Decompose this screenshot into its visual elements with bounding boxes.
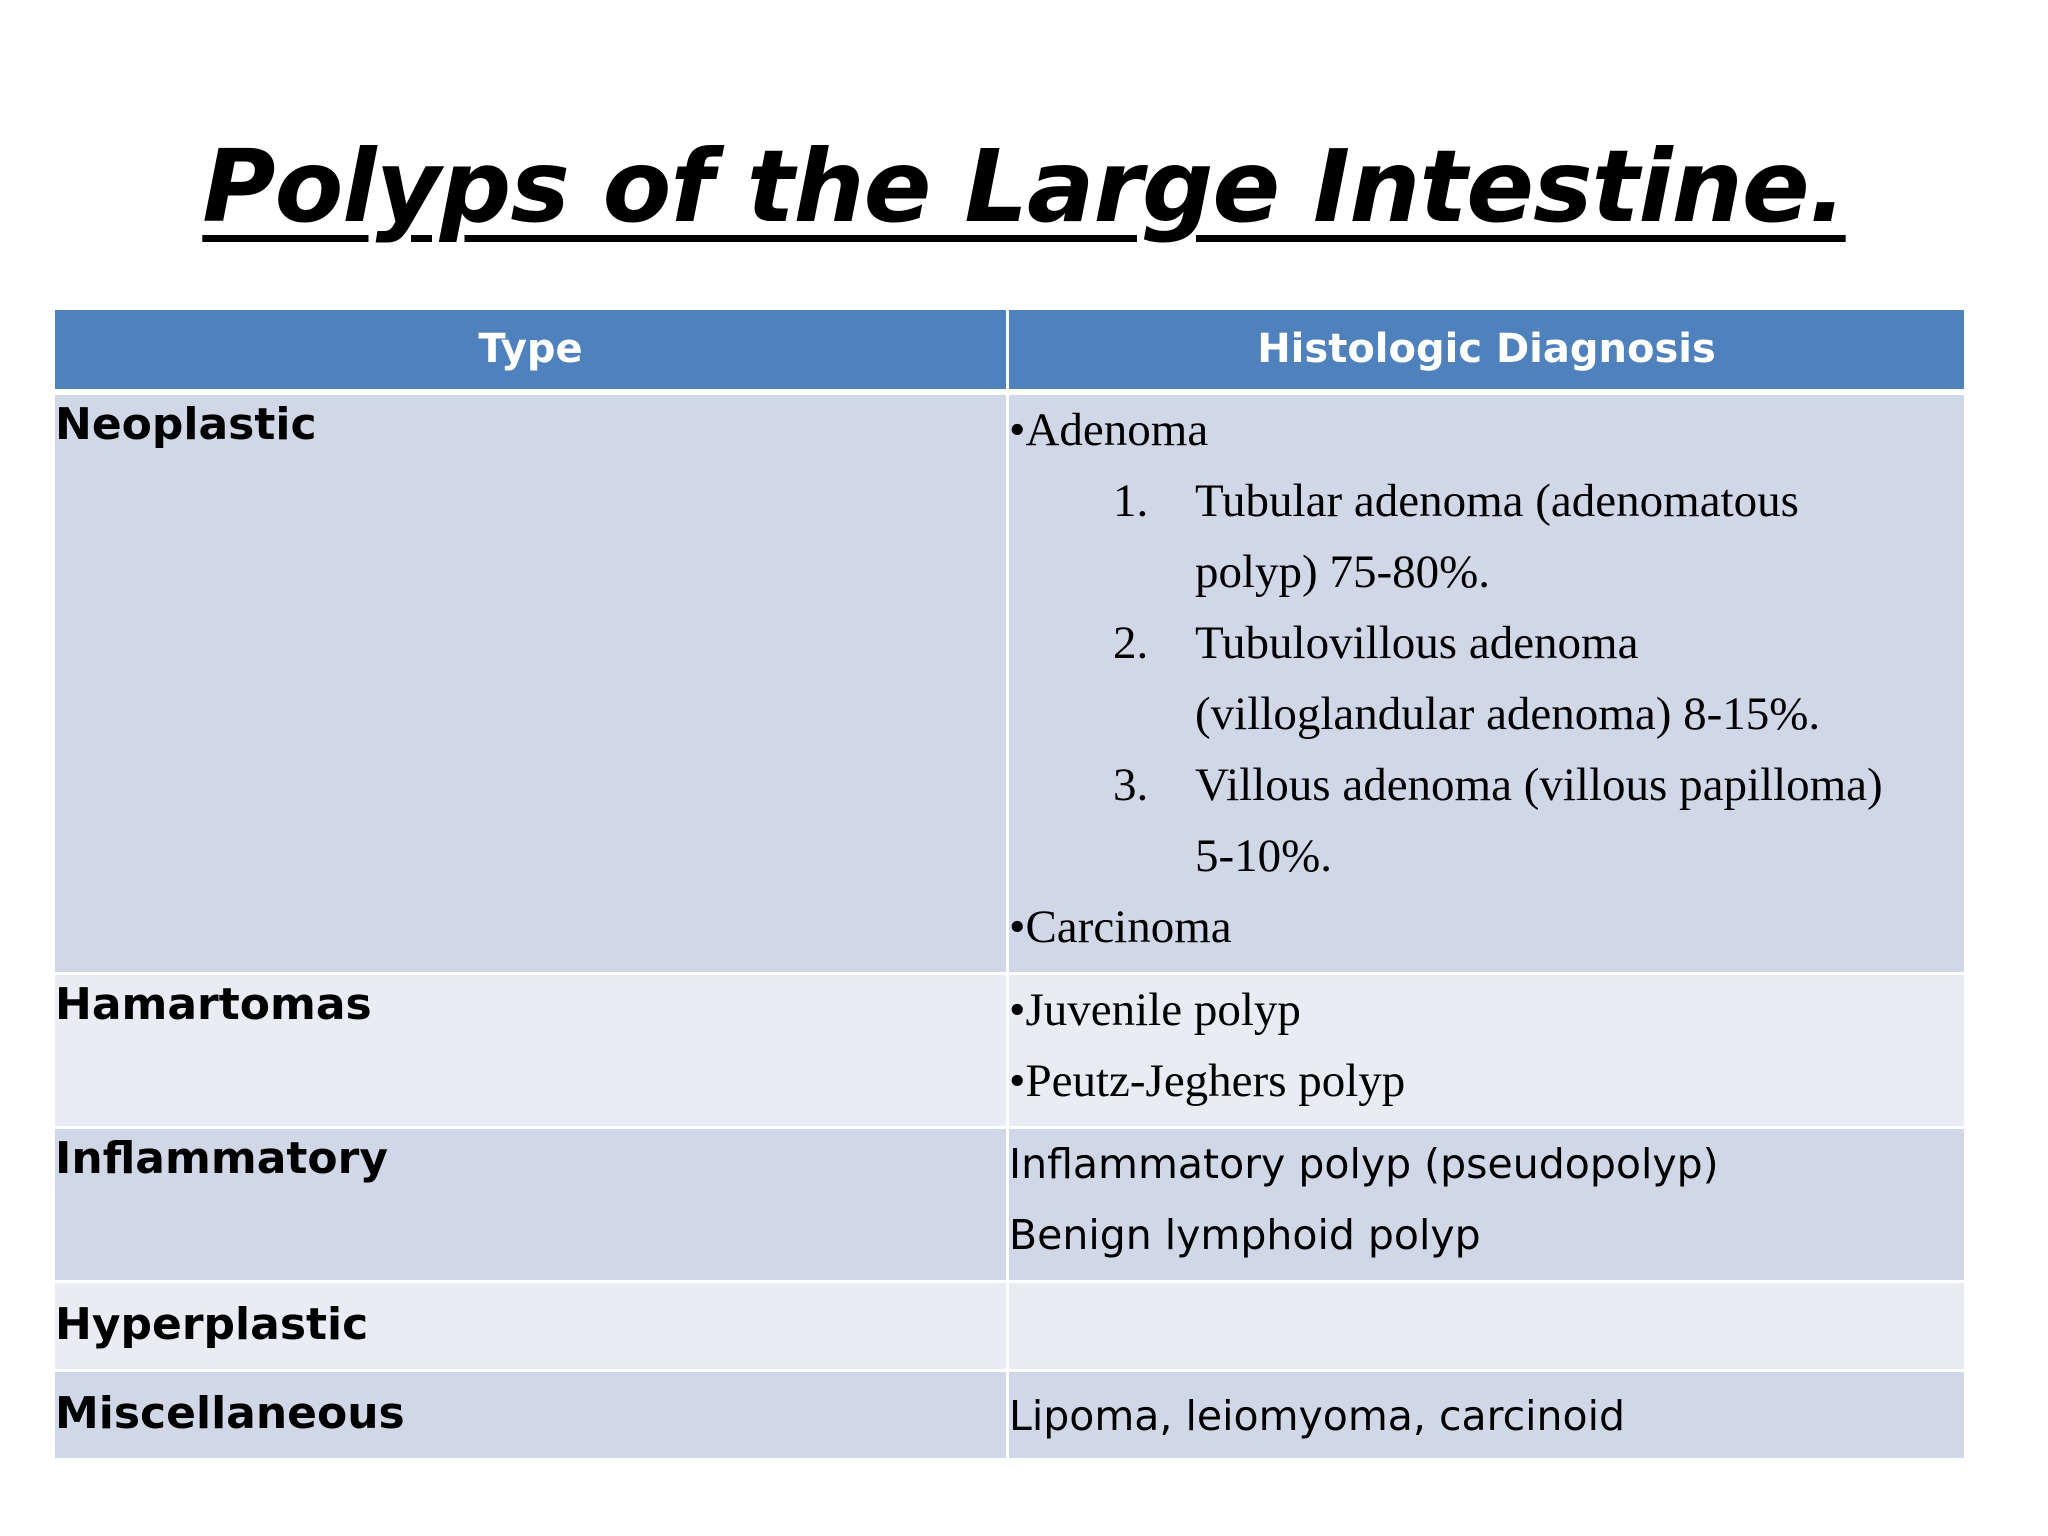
bullet-carcinoma: •Carcinoma	[1009, 900, 1232, 953]
diagnosis-cell-inflammatory	[1008, 1128, 1966, 1282]
adenoma-list	[1009, 466, 1964, 892]
type-cell-inflammatory: Inflammatory	[54, 1128, 1008, 1282]
list-text: (villoglandular adenoma) 8-15%.	[1195, 687, 1821, 740]
miscellaneous-text: Lipoma, leiomyoma, carcinoid	[1009, 1392, 1626, 1440]
list-text: Tubular adenoma (adenomatous	[1195, 474, 1799, 527]
type-cell-miscellaneous: Miscellaneous	[54, 1371, 1008, 1460]
header-histologic-diagnosis: Histologic Diagnosis	[1008, 309, 1966, 392]
table-header-row	[54, 309, 1966, 392]
bullet-juvenile-polyp: •Juvenile polyp	[1009, 984, 1301, 1036]
table-row-hyperplastic	[54, 1282, 1966, 1371]
table-row-hamartomas	[54, 974, 1966, 1128]
bullet-peutz-jeghers-polyp: •Peutz-Jeghers polyp	[1009, 1055, 1406, 1107]
table-row-neoplastic	[54, 392, 1966, 974]
list-text: polyp) 75-80%.	[1195, 545, 1491, 598]
list-item-continuation	[1009, 537, 1964, 608]
list-text: Villous adenoma (villous papilloma)	[1195, 758, 1883, 811]
slide-title	[0, 122, 2048, 252]
list-item	[1009, 750, 1964, 821]
table-row-inflammatory	[54, 1128, 1966, 1282]
polyp-table	[52, 307, 1967, 1461]
type-cell-neoplastic: Neoplastic	[54, 392, 1008, 974]
table-row-miscellaneous	[54, 1371, 1966, 1460]
list-number: 3.	[1113, 758, 1149, 811]
type-cell-hyperplastic: Hyperplastic	[54, 1282, 1008, 1371]
list-number: 1.	[1113, 474, 1149, 527]
list-item	[1009, 608, 1964, 679]
list-text: Tubulovillous adenoma	[1195, 616, 1639, 669]
list-number: 2.	[1113, 616, 1149, 669]
diagnosis-cell-hyperplastic	[1008, 1282, 1966, 1371]
bullet-adenoma: •Adenoma	[1009, 403, 1209, 456]
benign-lymphoid-polyp-text: Benign lymphoid polyp	[1009, 1211, 1481, 1259]
inflammatory-polyp-text: Inflammatory polyp (pseudopolyp)	[1009, 1140, 1719, 1188]
list-item-continuation	[1009, 821, 1964, 892]
list-text: 5-10%.	[1195, 829, 1333, 882]
diagnosis-cell-hamartomas	[1008, 974, 1966, 1128]
diagnosis-cell-miscellaneous	[1008, 1371, 1966, 1460]
list-item	[1009, 466, 1964, 537]
list-item-continuation	[1009, 679, 1964, 750]
header-type: Type	[54, 309, 1008, 392]
diagnosis-cell-neoplastic	[1008, 392, 1966, 974]
slide-title-text: Polyps of the Large Intestine.	[202, 128, 1846, 245]
type-cell-hamartomas: Hamartomas	[54, 974, 1008, 1128]
